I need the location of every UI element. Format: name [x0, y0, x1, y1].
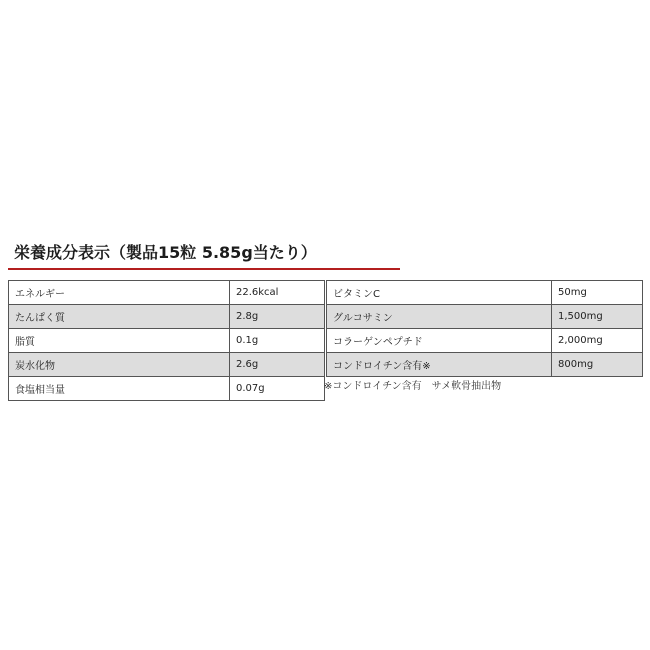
nutrient-label: 食塩相当量	[9, 377, 230, 401]
nutrition-table-functional	[326, 280, 643, 377]
ingredient-value: 1,500mg	[552, 305, 643, 329]
nutrition-panel	[8, 242, 642, 396]
table-row	[9, 353, 325, 377]
nutrient-label: 炭水化物	[9, 353, 230, 377]
ingredient-value: 2,000mg	[552, 329, 643, 353]
ingredient-value: 800mg	[552, 353, 643, 377]
nutrient-label: たんぱく質	[9, 305, 230, 329]
table-row	[9, 281, 325, 305]
ingredient-label: コラーゲンペプチド	[327, 329, 552, 353]
table-row	[327, 305, 643, 329]
title-underline	[8, 268, 400, 270]
ingredient-label: ビタミンC	[327, 281, 552, 305]
ingredient-label: グルコサミン	[327, 305, 552, 329]
nutrition-tables	[8, 280, 642, 430]
table-row	[327, 353, 643, 377]
nutrient-value: 2.8g	[230, 305, 325, 329]
ingredient-value: 50mg	[552, 281, 643, 305]
table-row	[9, 329, 325, 353]
footnote: ※コンドロイチン含有 サメ軟骨抽出物	[324, 381, 502, 392]
table-row	[327, 281, 643, 305]
nutrition-title: 栄養成分表示（製品15粒 5.85g当たり）	[14, 243, 317, 262]
table-row	[9, 377, 325, 401]
table-row	[327, 329, 643, 353]
ingredient-label: コンドロイチン含有※	[327, 353, 552, 377]
table-row	[9, 305, 325, 329]
nutrient-value: 22.6kcal	[230, 281, 325, 305]
nutrient-value: 2.6g	[230, 353, 325, 377]
nutrient-value: 0.1g	[230, 329, 325, 353]
nutrient-label: エネルギー	[9, 281, 230, 305]
nutrition-table-basic	[8, 280, 325, 401]
nutrient-label: 脂質	[9, 329, 230, 353]
nutrient-value: 0.07g	[230, 377, 325, 401]
